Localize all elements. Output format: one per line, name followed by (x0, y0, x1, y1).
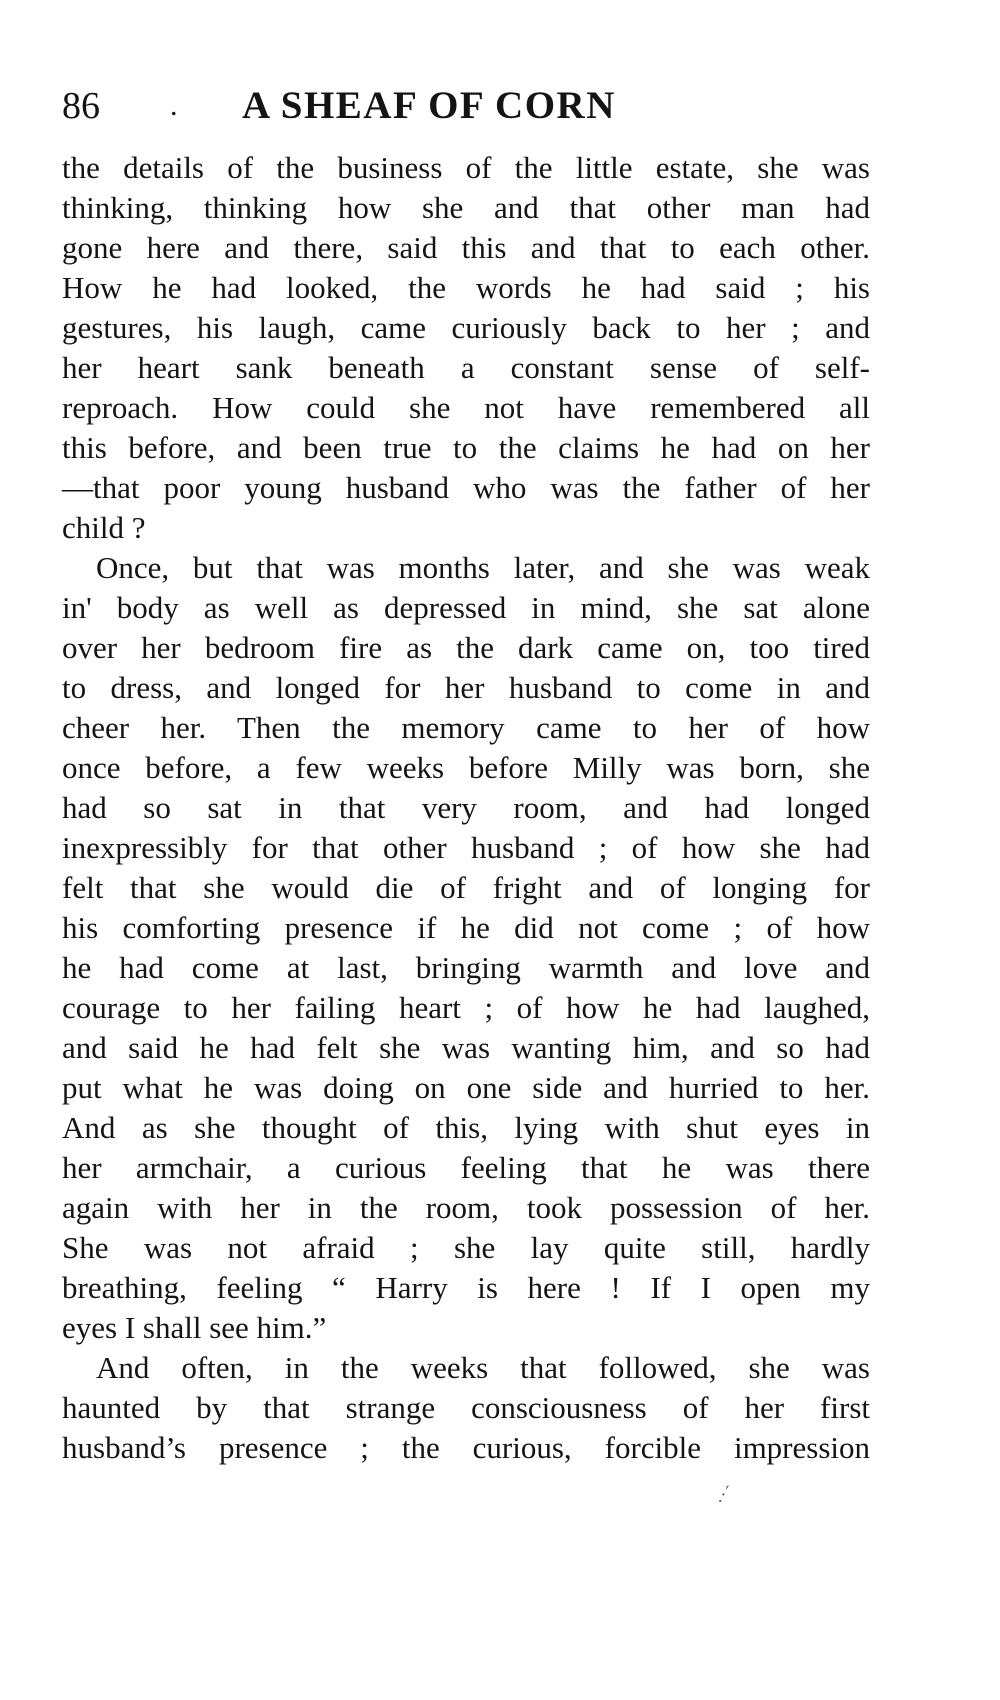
text-line: child ? (62, 510, 146, 545)
text-line: felt that she would die of fright and of longing for (62, 870, 870, 905)
text-line: gestures, his laugh, came curiously back to her ; and (62, 310, 870, 345)
text-line: husband’s presence ; the curious, forcible impression (62, 1430, 870, 1465)
text-line: the details of the business of the little estate, she was (62, 150, 870, 185)
text-line: this before, and been true to the claims he had on her (62, 430, 870, 465)
text-line: breathing, feeling “ Harry is here ! If I open my (62, 1270, 870, 1305)
page-header (62, 80, 942, 132)
page-number: 86 (62, 85, 100, 127)
text-line: —that poor young husband who was the father of her (62, 470, 870, 505)
text-line: once before, a few weeks before Milly was born, she (62, 750, 870, 785)
text-line: and said he had felt she was wanting him, and so had (62, 1030, 870, 1065)
running-title: A SHEAF OF CORN (242, 84, 616, 127)
text-line: She was not afraid ; she lay quite still, hardly (62, 1230, 870, 1265)
text-line: eyes I shall see him.” (62, 1310, 327, 1345)
text-line: his comforting presence if he did not come ; of how (62, 910, 870, 945)
text-line: he had come at last, bringing warmth and love and (62, 950, 870, 985)
text-line: gone here and there, said this and that to each other. (62, 230, 870, 265)
text-line: reproach. How could she not have remembered all (62, 390, 870, 425)
stray-ink-mark: .·´ (712, 1481, 736, 1507)
text-line: over her bedroom fire as the dark came on, too tired (62, 630, 870, 665)
text-line: to dress, and longed for her husband to come in and (62, 670, 870, 705)
header-separator: . (170, 89, 178, 122)
text-line: inexpressibly for that other husband ; of how she had (62, 830, 870, 865)
paragraph-start: Once, but that was months later, and she was weak (96, 550, 870, 585)
text-line: haunted by that strange consciousness of her first (62, 1390, 870, 1425)
body-text (62, 148, 870, 1468)
text-line: her armchair, a curious feeling that he was there (62, 1150, 870, 1185)
paragraph-start: And often, in the weeks that followed, she was (96, 1350, 870, 1385)
text-line: And as she thought of this, lying with shut eyes in (62, 1110, 870, 1145)
text-line: had so sat in that very room, and had longed (62, 790, 870, 825)
text-line: in' body as well as depressed in mind, she sat alone (62, 590, 870, 625)
text-line: again with her in the room, took possession of her. (62, 1190, 870, 1225)
text-line: put what he was doing on one side and hurried to her. (62, 1070, 870, 1105)
text-line: How he had looked, the words he had said ; his (62, 270, 870, 305)
text-line: courage to her failing heart ; of how he had laughed, (62, 990, 870, 1025)
text-line: her heart sank beneath a constant sense of self- (62, 350, 870, 385)
text-line: cheer her. Then the memory came to her of how (62, 710, 870, 745)
text-line: thinking, thinking how she and that other man had (62, 190, 870, 225)
